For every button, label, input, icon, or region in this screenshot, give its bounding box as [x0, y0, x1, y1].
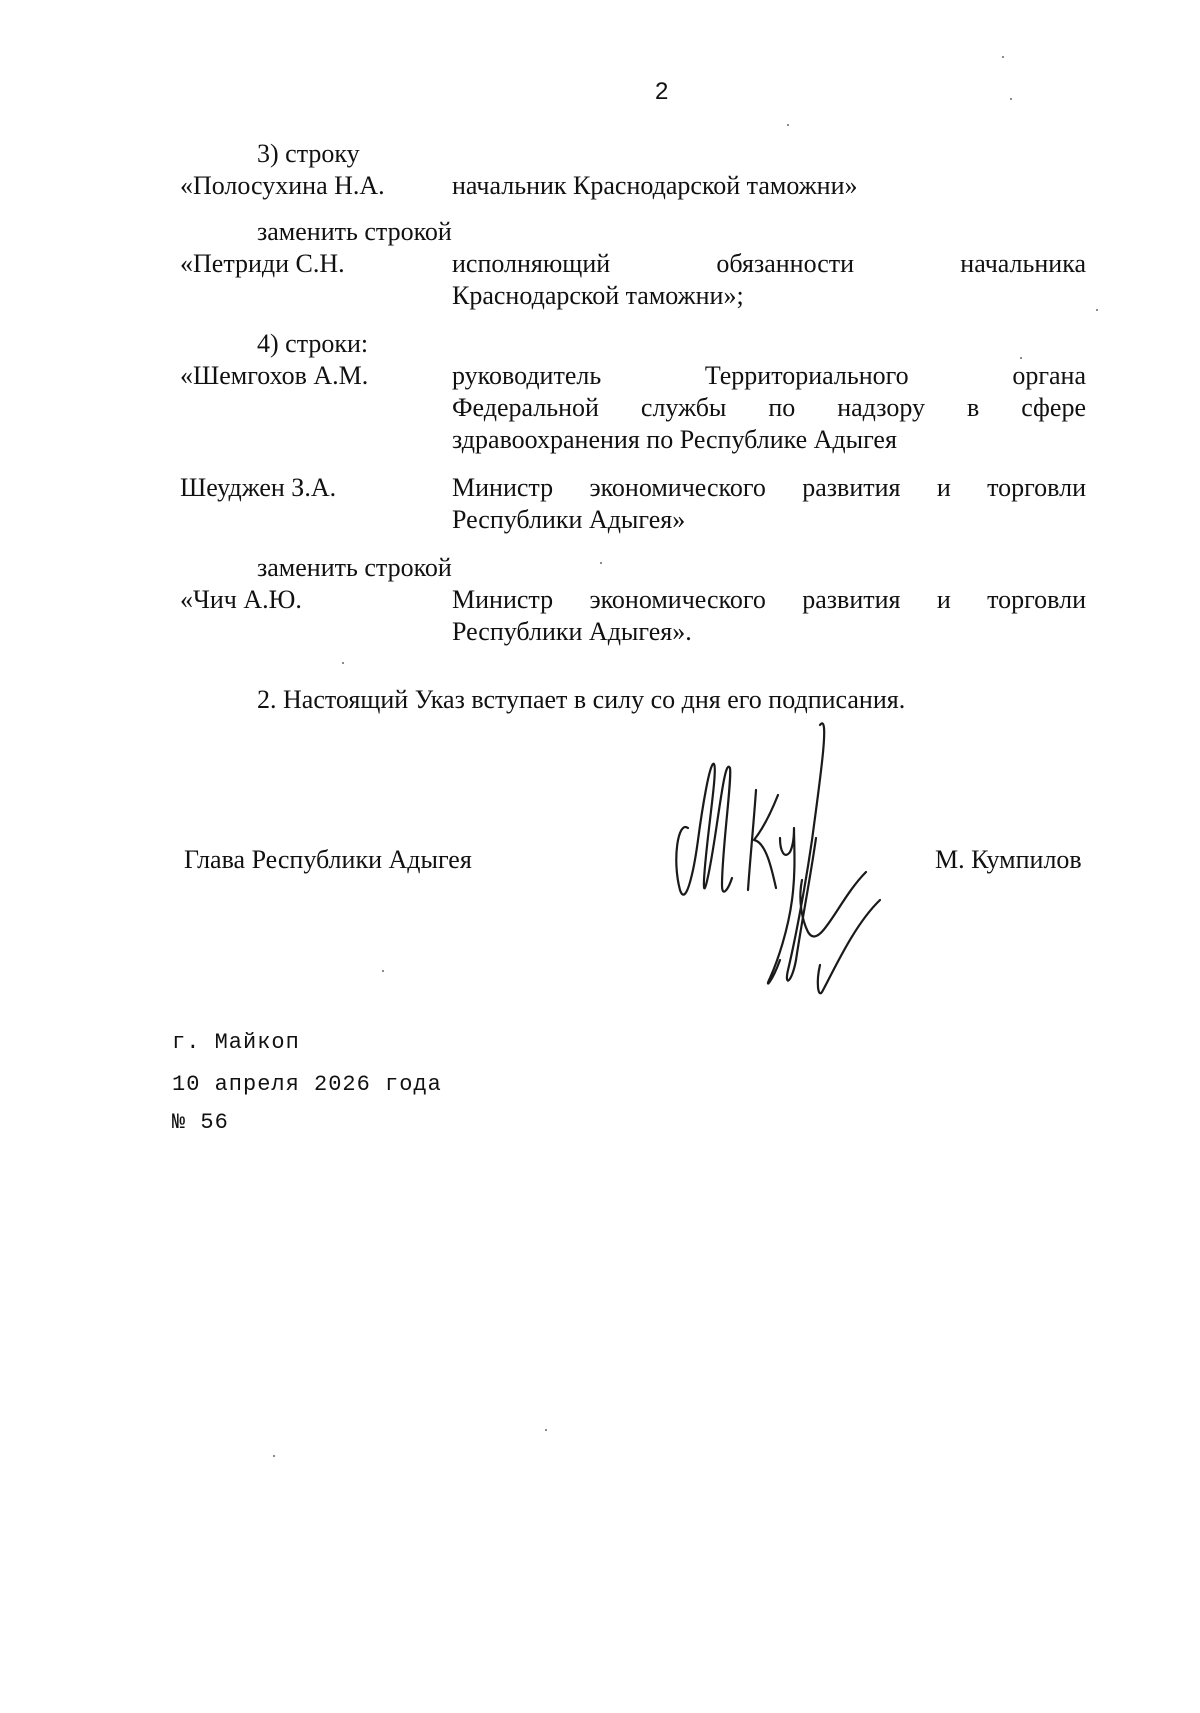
scan-speck	[1096, 309, 1098, 311]
item4-old-1-position-line1: руководитель Территориального органа	[452, 361, 1086, 390]
item4-new-position-line1: Министр экономического развития и торговли	[452, 585, 1086, 614]
item3-new-position-line1: исполняющий обязанности начальника	[452, 249, 1086, 278]
scan-speck	[545, 1429, 547, 1431]
scan-speck	[600, 562, 602, 564]
item3-label: 3) строку	[257, 139, 360, 168]
item4-old-1-name: «Шемгохов А.М.	[180, 361, 369, 390]
item4-old-1-position	[452, 360, 1086, 456]
page-number: 2	[655, 78, 669, 105]
footer-date: 10 апреля 2026 года	[172, 1072, 442, 1097]
item3-new-position	[452, 248, 1086, 312]
item4-new-position	[452, 584, 1086, 648]
scan-speck	[1002, 56, 1004, 58]
item4-old-2-position	[452, 472, 1086, 536]
replace-with-1: заменить строкой	[257, 217, 452, 246]
item3-new-name: «Петриди С.Н.	[180, 249, 345, 278]
item4-old-2-position-line2: Республики Адыгея»	[452, 505, 686, 534]
signatory-position: Глава Республики Адыгея	[184, 845, 472, 874]
item4-new-position-line2: Республики Адыгея».	[452, 617, 692, 646]
scan-speck	[787, 124, 789, 126]
item4-old-1-position-line2: Федеральной службы по надзору в сфере	[452, 393, 1086, 422]
item3-old-name: «Полосухина Н.А.	[180, 171, 385, 200]
scan-speck	[1020, 357, 1022, 359]
item4-old-2-position-line1: Министр экономического развития и торговли	[452, 473, 1086, 502]
item4-old-1-position-line3: здравоохранения по Республике Адыгея	[452, 425, 897, 454]
item4-new-name: «Чич А.Ю.	[180, 585, 302, 614]
item4-old-2-name: Шеуджен З.А.	[180, 473, 337, 502]
signatory-name: М. Кумпилов	[935, 845, 1082, 874]
item3-old-position	[452, 170, 1086, 202]
item4-label: 4) строки:	[257, 329, 369, 358]
scan-speck	[273, 1455, 275, 1457]
scan-speck	[382, 970, 384, 972]
handwritten-signature	[670, 720, 910, 1020]
scan-speck	[1010, 98, 1012, 100]
footer-number: № 56	[172, 1110, 229, 1135]
scan-speck	[342, 662, 344, 664]
item3-old-position-text: начальник Краснодарской таможни»	[452, 171, 858, 200]
clause-2: 2. Настоящий Указ вступает в силу со дня его подписания.	[257, 685, 906, 714]
footer-city: г. Майкоп	[172, 1030, 300, 1055]
item3-new-position-line2: Краснодарской таможни»;	[452, 281, 744, 310]
replace-with-2: заменить строкой	[257, 553, 452, 582]
